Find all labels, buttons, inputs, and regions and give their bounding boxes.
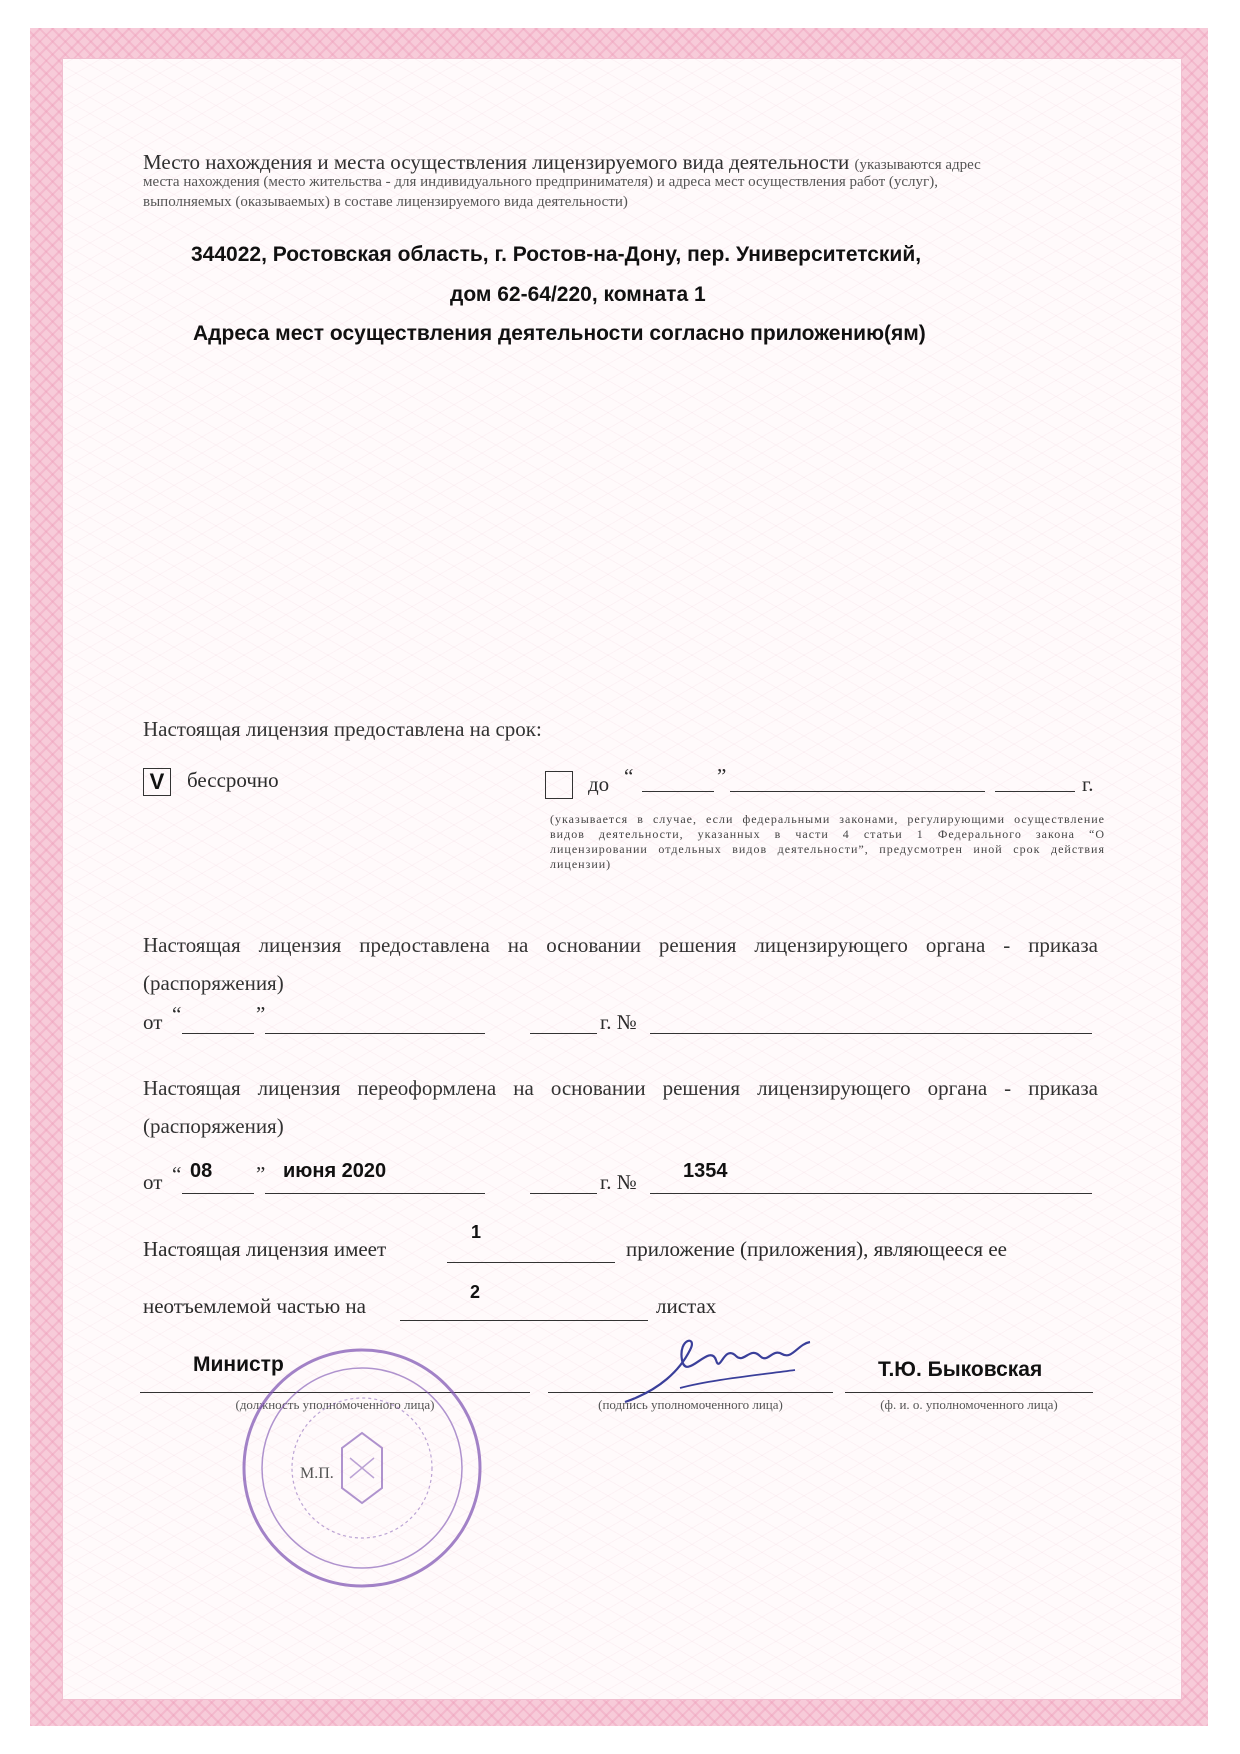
reissued-number: 1354: [683, 1160, 728, 1182]
reissued-quote-open: “: [172, 1162, 182, 1186]
reissued-quote-close: ”: [256, 1162, 266, 1186]
reissued-day-line: [182, 1193, 254, 1194]
signatory-position: Министр: [193, 1353, 284, 1376]
position-caption: (должность уполномоченного лица): [235, 1397, 435, 1412]
reissued-number-line: [650, 1193, 1092, 1194]
reissued-day: 08: [190, 1160, 213, 1182]
indefinite-checkbox[interactable]: V: [143, 768, 171, 796]
granted-day-line: [182, 1033, 254, 1034]
granted-number-label: г. №: [600, 1010, 637, 1034]
granted-month-line: [265, 1033, 485, 1034]
granted-from-label: от: [143, 1010, 163, 1034]
location-note-line3: выполняемых (оказываемых) в составе лицензируемого вида деятельности): [143, 194, 628, 210]
appendix-text-line2: неотъемлемой частью на: [143, 1294, 366, 1318]
granted-quote-open: “: [172, 1002, 182, 1026]
granted-year-line: [530, 1033, 597, 1034]
until-quote-open: “: [624, 764, 634, 788]
term-heading: Настоящая лицензия предоставлена на срок:: [143, 717, 542, 741]
appendix-sheets-label: листах: [656, 1294, 717, 1318]
until-label: до: [588, 772, 610, 796]
reissued-number-label: г. №: [600, 1170, 637, 1194]
granted-text: Настоящая лицензия предоставлена на основании решения лицензирующего органа - приказа (распоряжения): [143, 933, 1098, 995]
granted-quote-close: ”: [256, 1002, 266, 1026]
name-caption: (ф. и. о. уполномоченного лица): [880, 1397, 1058, 1412]
until-month-line: [730, 791, 985, 792]
reissued-year-line: [530, 1193, 597, 1194]
stamp-place-label: М.П.: [300, 1465, 334, 1482]
reissued-month-line: [265, 1193, 485, 1194]
indefinite-label: бессрочно: [187, 768, 279, 792]
until-checkbox[interactable]: [545, 771, 573, 799]
address-line-1: 344022, Ростовская область, г. Ростов-на-Дону, пер. Университетский,: [191, 243, 922, 266]
official-seal: [232, 1338, 492, 1598]
location-heading-note: (указываются адрес: [854, 157, 981, 173]
until-year-suffix: г.: [1082, 772, 1094, 796]
appendix-sheets: 2: [470, 1282, 481, 1302]
signatory-name: Т.Ю. Быковская: [878, 1358, 1043, 1381]
reissued-from-label: от: [143, 1170, 163, 1194]
until-quote-close: ”: [717, 764, 727, 788]
appendix-sheets-line: [400, 1320, 648, 1321]
address-line-3: Адреса мест осуществления деятельности согласно приложению(ям): [193, 322, 926, 345]
appendix-text-before: Настоящая лицензия имеет: [143, 1237, 387, 1261]
location-heading-main: Место нахождения и места осуществления лицензируемого вида деятельности: [143, 150, 850, 174]
until-day-line: [642, 791, 714, 792]
appendix-count: 1: [471, 1222, 482, 1242]
granted-number-line: [650, 1033, 1092, 1034]
reissued-text: Настоящая лицензия переоформлена на основании решения лицензирующего органа - приказа (распоряжения): [143, 1076, 1098, 1138]
reissued-month-year: июня 2020: [283, 1160, 387, 1182]
handwritten-signature: [620, 1330, 820, 1410]
appendix-count-line: [447, 1262, 615, 1263]
address-line-2: дом 62-64/220, комната 1: [450, 283, 706, 306]
term-note: (указывается в случае, если федеральными законами, регулирующими осуществление видов деятельности, указанных в части 4 статьи 1 Федерального закона “О лицензировании отдельных видов деятельности”, предусмотрен иной срок действия лицензии): [550, 812, 1105, 871]
location-note-line2: места нахождения (место жительства - для индивидуального предпринимателя) и адреса мест осуществления работ (услуг),: [143, 174, 938, 190]
signature-caption: (подпись уполномоченного лица): [598, 1397, 783, 1412]
name-line: [845, 1392, 1093, 1393]
until-year-line: [995, 791, 1075, 792]
appendix-text-after: приложение (приложения), являющееся ее: [626, 1237, 1007, 1261]
